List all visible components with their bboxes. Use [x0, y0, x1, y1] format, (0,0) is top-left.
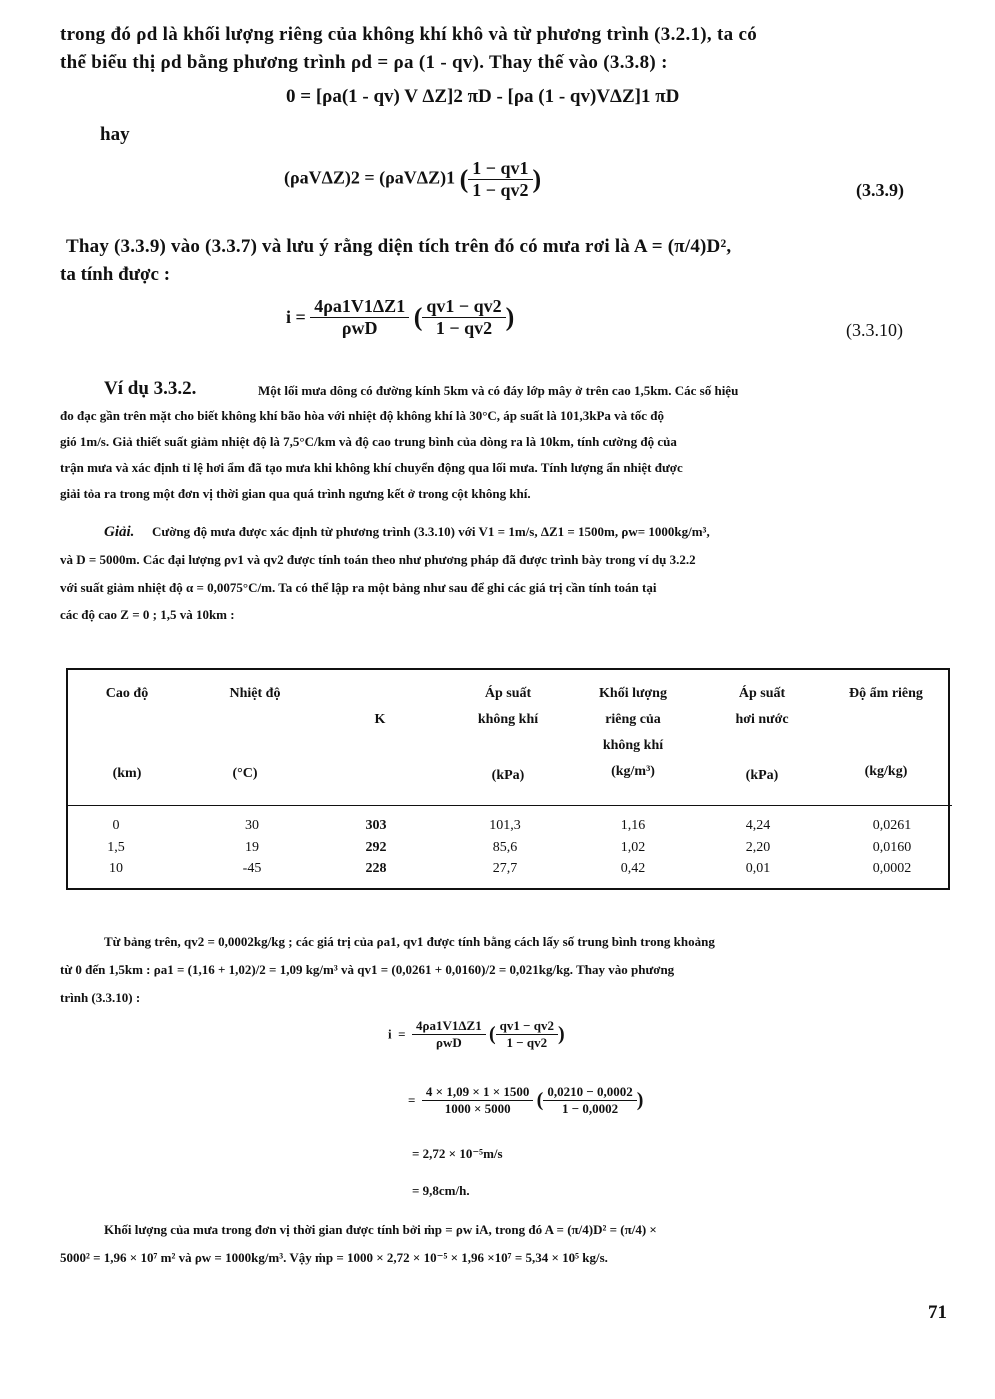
- equation-number-339: (3.3.9): [856, 180, 904, 200]
- cell-specific-humidity: 0,0002: [872, 861, 912, 876]
- solution-line-4: các độ cao Z = 0 ; 1,5 và 10km :: [60, 607, 235, 622]
- cell-air-density: 1,16: [620, 818, 646, 833]
- after-line-1: Từ bảng trên, qv2 = 0,0002kg/kg ; các giá trị của ρa1, qv1 được tính bằng cách lấy số trung bình trong khoảng: [104, 934, 715, 949]
- cell-vapor-pressure: 2,20: [745, 840, 771, 855]
- equation-3310-lhs: i =: [286, 307, 306, 327]
- header-kelvin: K: [374, 712, 386, 727]
- cell-vapor-pressure: 0,01: [745, 861, 771, 876]
- word-hay: hay: [100, 124, 130, 145]
- equation-3310-numerator-2: qv1 − qv2: [426, 296, 502, 316]
- header-vapor-pressure-unit: (kPa): [745, 768, 779, 783]
- cell-specific-humidity: 0,0160: [872, 840, 912, 855]
- calc2-numerator-2: 0,0210 − 0,0002: [547, 1084, 633, 1099]
- intro-line-1: trong đó ρd là khối lượng riêng của không khí khô và từ phương trình (3.2.1), ta có: [60, 24, 758, 45]
- final-line-1: Khối lượng của mưa trong đơn vị thời gian được tính bởi ṁp = ρw iA, trong đó A = (π/4)D² = (π/4) ×: [104, 1222, 657, 1237]
- header-air-pressure: Áp suất: [484, 686, 532, 701]
- cell-altitude: 0: [112, 818, 120, 833]
- equation-3310-numerator-1: 4ρa1V1ΔZ1: [314, 296, 406, 316]
- header-vapor-pressure: Áp suất: [738, 686, 786, 701]
- calc-numerator-1: 4ρa1V1ΔZ1: [416, 1018, 482, 1033]
- table-header-divider: [66, 805, 952, 806]
- cell-altitude: 1,5: [107, 840, 125, 855]
- calc-denominator-1: ρwD: [412, 1034, 486, 1051]
- cell-kelvin: 228: [365, 861, 387, 876]
- calc2-numerator-1: 4 × 1,09 × 1 × 1500: [425, 1084, 530, 1099]
- cell-vapor-pressure: 4,24: [745, 818, 771, 833]
- after-line-2: từ 0 đến 1,5km : ρa1 = (1,16 + 1,02)/2 = 1,09 kg/m³ và qv1 = (0,0261 + 0,0160)/2 = 0,021kg/kg. Thay vào phương: [60, 962, 675, 977]
- header-specific-humidity-unit: (kg/kg): [864, 764, 908, 779]
- cell-kelvin: 292: [365, 840, 387, 855]
- equation-339-numerator: 1 − qv1: [472, 158, 529, 178]
- example-line-4: trận mưa và xác định tỉ lệ hơi ẩm đã tạo mưa khi không khí chuyển động qua lối mưa. Tính lượng ẩn nhiệt được: [60, 460, 683, 475]
- header-temperature: Nhiệt độ: [229, 686, 281, 701]
- calc-denominator-2: 1 − qv2: [496, 1034, 558, 1051]
- cell-air-pressure: 85,6: [492, 840, 518, 855]
- solution-line-2: và D = 5000m. Các đại lượng ρv1 và qv2 được tính toán theo như phương pháp đã được trình bày trong ví dụ 3.2.2: [60, 552, 696, 567]
- final-line-2: 5000² = 1,96 × 10⁷ m² và ρw = 1000kg/m³. Vậy ṁp = 1000 × 2,72 × 10⁻⁵ × 1,96 ×10⁷ = 5,34 × 10⁵ kg/s.: [60, 1250, 608, 1265]
- calc-step-4: = 9,8cm/h.: [412, 1183, 470, 1198]
- calc-step-1: i = $\frac{4\rho a1V1\Delta Z1}{\text{ρwD}}$ ( $\frac{qv1 - qv2}{1 - qv2}$ ): [388, 1018, 565, 1050]
- cell-air-density: 0,42: [620, 861, 646, 876]
- equation-number-3310: (3.3.10): [846, 320, 903, 340]
- calc-step-3: = 2,72 × 10⁻⁵m/s: [412, 1146, 503, 1161]
- equation-339-lhs: (ρaVΔZ)2 = (ρaVΔZ)1: [284, 167, 456, 188]
- header-air-pressure-unit: (kPa): [491, 768, 525, 783]
- header-air-density-2: riêng của: [605, 712, 661, 727]
- equation-balance: 0 = [ρa(1 - qv) V ΔZ]2 πD - [ρa (1 - qv)VΔZ]1 πD: [286, 86, 680, 107]
- equation-339-denominator: 1 − qv2: [468, 179, 532, 201]
- calc-step-2: = $\frac{4 \times 1,09 \times 1 \times 1500}{1000 \times 5000}$ ( $\frac{0,0210 - 0,0002}{1 - 0,0002}$ ): [408, 1084, 644, 1116]
- cell-kelvin: 303: [365, 818, 387, 833]
- intro-line-3: Thay (3.3.9) vào (3.3.7) và lưu ý rằng diện tích trên đó có mưa rơi là A = (π/4)D²,: [66, 236, 732, 257]
- header-specific-humidity: Độ ẩm riêng: [849, 686, 923, 701]
- header-vapor-pressure-2: hơi nước: [735, 712, 789, 727]
- intro-line-4: ta tính được :: [60, 264, 171, 285]
- cell-temperature: -45: [242, 861, 262, 876]
- cell-air-pressure: 101,3: [489, 818, 521, 833]
- solution-title: Giải.: [104, 524, 135, 540]
- solution-line-1: Cường độ mưa được xác định từ phương trình (3.3.10) với V1 = 1m/s, ΔZ1 = 1500m, ρw= 1000kg/m³,: [152, 524, 710, 539]
- example-line-5: giải tỏa ra trong một đơn vị thời gian qua quá trình ngưng kết ở trong cột không khí.: [60, 486, 531, 501]
- cell-specific-humidity: 0,0261: [872, 818, 912, 833]
- calc-numerator-2: qv1 − qv2: [499, 1018, 555, 1033]
- header-air-density: Khối lượng: [599, 686, 667, 701]
- cell-temperature: 19: [245, 840, 259, 855]
- page-number: 71: [928, 1302, 947, 1323]
- header-air-pressure-2: không khí: [477, 712, 539, 727]
- example-line-1: Một lối mưa dông có đường kính 5km và có đáy lớp mây ở trên cao 1,5km. Các số hiệu: [258, 383, 739, 398]
- header-altitude: Cao độ: [105, 686, 149, 701]
- header-altitude-unit: (km): [112, 766, 142, 781]
- after-line-3: trình (3.3.10) :: [60, 990, 141, 1005]
- equation-3310-denominator-1: ρwD: [310, 317, 409, 339]
- cell-temperature: 30: [245, 818, 259, 833]
- example-line-3: gió 1m/s. Giả thiết suất giảm nhiệt độ là 7,5°C/km và độ cao trung bình của dòng ra là 10km, tính cường độ của: [60, 434, 677, 449]
- calc2-denominator-2: 1 − 0,0002: [543, 1100, 636, 1117]
- example-line-2: đo đạc gần trên mặt cho biết không khí bão hòa với nhiệt độ không khí là 30°C, áp suất là 101,3kPa và tốc độ: [60, 408, 665, 423]
- header-air-density-unit: (kg/m³): [611, 764, 655, 779]
- cell-air-pressure: 27,7: [492, 861, 518, 876]
- intro-line-2: thể biểu thị ρd bằng phương trình ρd = ρa (1 - qv). Thay thế vào (3.3.8) :: [60, 52, 668, 73]
- equation-3310-denominator-2: 1 − qv2: [422, 317, 505, 339]
- example-title: Ví dụ 3.3.2.: [104, 378, 197, 399]
- equation-339: (ρaVΔZ)2 = (ρaVΔZ)1 ( $\frac{1 - qv1}{1 - qv2}$ ): [284, 158, 542, 200]
- calc2-denominator-1: 1000 × 5000: [422, 1100, 533, 1117]
- cell-altitude: 10: [109, 861, 123, 876]
- header-temperature-unit: (°C): [232, 766, 258, 781]
- solution-line-3: với suất giảm nhiệt độ α = 0,0075°C/m. Ta có thể lập ra một bảng như sau để ghi các giá trị cần tính toán tại: [60, 580, 657, 595]
- header-air-density-3: không khí: [602, 738, 664, 753]
- cell-air-density: 1,02: [620, 840, 646, 855]
- calc-i-symbol: i: [388, 1026, 392, 1042]
- equation-3310: i = $\frac{4\rho a1V1\Delta Z1}{\text{ρwD}}$ ( $\frac{qv1 - qv2}{1 - qv2}$ ): [286, 296, 515, 338]
